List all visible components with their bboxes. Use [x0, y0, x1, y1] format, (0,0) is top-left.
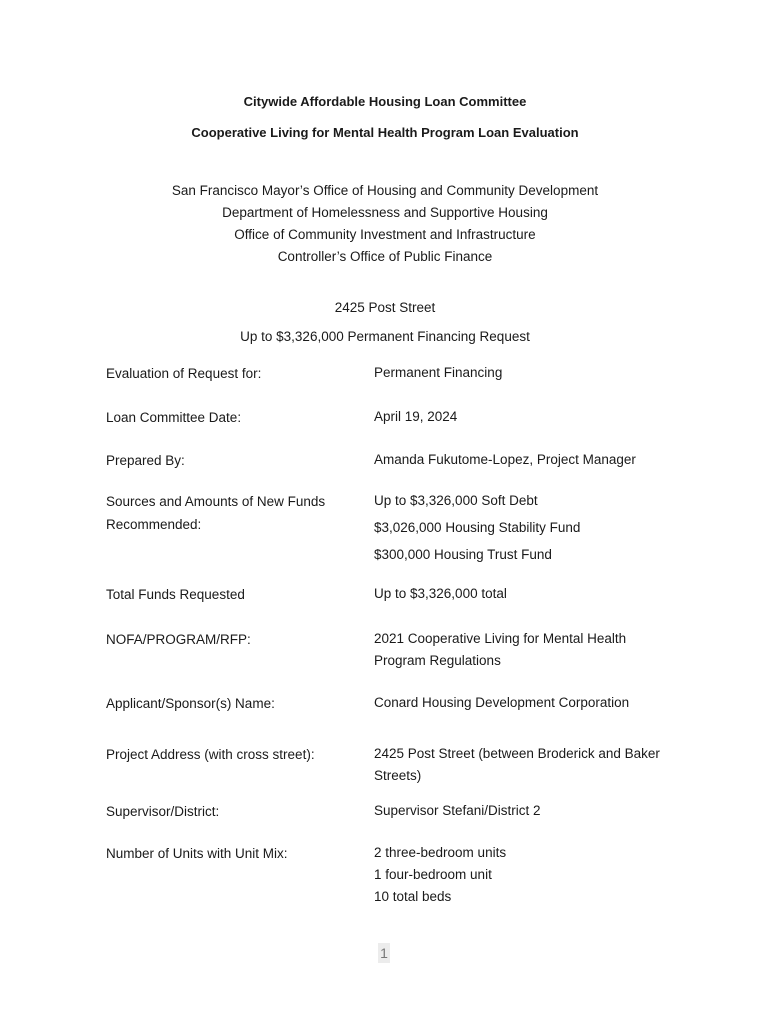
value-line: 2 three-bedroom units — [374, 845, 507, 860]
value-line: $3,026,000 Housing Stability Fund — [374, 520, 581, 535]
value-line: $300,000 Housing Trust Fund — [374, 547, 552, 562]
agency-line: Department of Homelessness and Supportive Housing — [222, 205, 548, 220]
value-line: Permanent Financing — [374, 365, 503, 380]
project-address-heading: 2425 Post Street — [334, 300, 436, 315]
field-value-total-funds — [374, 583, 684, 605]
field-value-loan-committee-date — [374, 406, 684, 428]
value-line: 2021 Cooperative Living for Mental Health Program Regulations — [374, 631, 627, 668]
agency-line: Office of Community Investment and Infrastructure — [234, 227, 536, 242]
field-label-applicant: Applicant/Sponsor(s) Name: — [106, 696, 275, 711]
field-label-supervisor-district: Supervisor/District: — [106, 804, 220, 819]
value-line: Up to $3,326,000 Soft Debt — [374, 493, 538, 508]
document-title: Citywide Affordable Housing Loan Committee — [243, 94, 527, 109]
value-line: 2425 Post Street (between Broderick and Baker Streets) — [374, 746, 660, 783]
financing-request-heading: Up to $3,326,000 Permanent Financing Request — [240, 329, 530, 344]
agency-line: Controller’s Office of Public Finance — [277, 249, 493, 264]
field-value-sources — [374, 487, 684, 568]
field-value-nofa-program — [374, 628, 654, 672]
field-label-nofa-program: NOFA/PROGRAM/RFP: — [106, 632, 251, 647]
page-number: 1 — [378, 943, 390, 963]
field-label-project-address: Project Address (with cross street): — [106, 747, 315, 762]
field-label-unit-mix: Number of Units with Unit Mix: — [106, 846, 288, 861]
field-value-supervisor-district — [374, 800, 684, 822]
field-label-total-funds: Total Funds Requested — [106, 587, 245, 602]
agency-line: San Francisco Mayor’s Office of Housing and Community Development — [171, 183, 599, 198]
field-value-prepared-by — [374, 449, 684, 471]
value-line: 10 total beds — [374, 889, 452, 904]
field-value-unit-mix — [374, 842, 684, 908]
value-line: Up to $3,326,000 total — [374, 586, 507, 601]
value-line: Supervisor Stefani/District 2 — [374, 803, 541, 818]
value-line: Conard Housing Development Corporation — [374, 695, 630, 710]
field-label-sources: Sources and Amounts of New Funds Recommended: — [106, 494, 326, 532]
value-line: 1 four-bedroom unit — [374, 867, 492, 882]
field-value-applicant — [374, 692, 684, 714]
document-subtitle: Cooperative Living for Mental Health Program Loan Evaluation — [191, 125, 579, 140]
value-line: April 19, 2024 — [374, 409, 458, 424]
field-label-prepared-by: Prepared By: — [106, 453, 185, 468]
field-value-evaluation — [374, 362, 684, 384]
field-label-evaluation: Evaluation of Request for: — [106, 366, 262, 381]
field-label-loan-committee-date: Loan Committee Date: — [106, 410, 242, 425]
value-line: Amanda Fukutome-Lopez, Project Manager — [374, 452, 636, 467]
field-value-project-address — [374, 743, 674, 787]
